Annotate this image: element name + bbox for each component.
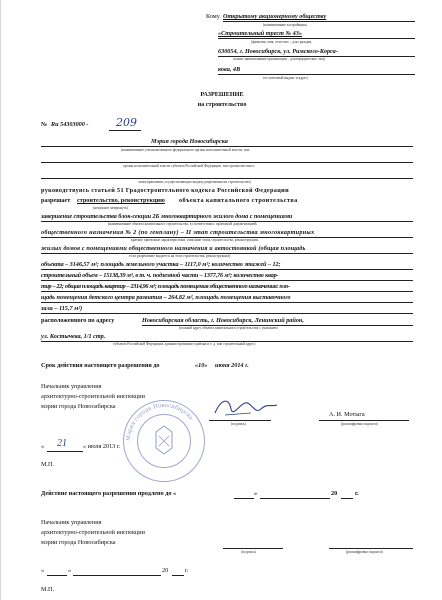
addressee-to-label: Кому bbox=[206, 13, 220, 20]
document-title: РАЗРЕШЕНИЕ bbox=[200, 91, 244, 98]
addressee-to-value: Открытому акционерному обществу bbox=[223, 13, 327, 20]
signer2-date-year: 20 bbox=[162, 567, 169, 574]
validity-month-year: июня 2014 г. bbox=[215, 362, 249, 369]
object-line-4: объекта – 3146,57 м²; площадь земельного участка – 1117,0 м²; количество этажей – 12; bbox=[41, 261, 281, 268]
seal-emblem-icon bbox=[123, 400, 205, 482]
object-line-2: общественного назначения № 2 (по генплану) – II этап строительства многоквартирных bbox=[41, 229, 315, 236]
validity-text: Срок действия настоящего разрешения до bbox=[41, 362, 160, 369]
addressee-name-value: «Строительный трест № 43» bbox=[218, 30, 302, 37]
object-line-6: тир – 22; общая площадь квартир – 2314,96 м²; площадь помещения общественного назначения: пло- bbox=[41, 283, 290, 290]
location-value-2: ул. Костычева, 1/1 стр. bbox=[41, 333, 106, 340]
signer1-role-1: Начальник управления bbox=[41, 383, 102, 390]
object-line-7: щадь помещения детского центра развития – 264,82 м², площадь помещения выставочного bbox=[41, 294, 291, 301]
signer1-role-3: мэрии города Новосибирска bbox=[41, 403, 116, 410]
signer2-role-1: Начальник управления bbox=[41, 519, 102, 526]
addressee-address-line1: 630054, г. Новосибирск, ул. Римского-Корса- bbox=[218, 48, 338, 55]
issuer-value: Мэрия города Новосибирска bbox=[151, 138, 228, 145]
extension-text: Действие настоящего разрешения продлено до « bbox=[41, 490, 177, 497]
issuer-hint-1: (наименование уполномоченного федерального органа исполнительной власти, или bbox=[121, 148, 250, 152]
addressee-address-hint1: полное наименование организации – для юридических лиц) bbox=[233, 57, 325, 61]
signer2-mp: М.П. bbox=[41, 586, 55, 593]
body-guided: руководствуясь статьей 51 Градостроительного кодекса Российской Федерации bbox=[41, 187, 289, 194]
signer2-name-hint: (расшифровка подписи) bbox=[346, 550, 383, 554]
object-line-1: завершение строительства блок-секции 2Б многоквартирного жилого дома с помещениями bbox=[41, 213, 293, 220]
object-line-3: жилых домов с помещениями общественного назначения и автостоянкой (общая площадь bbox=[41, 245, 306, 252]
signer2-role-2: архитектурно-строительной инспекции bbox=[41, 529, 145, 536]
signer2-sign-hint: (подпись) bbox=[241, 550, 256, 554]
location-hint: (полный адрес объекта капитального строительства с указанием bbox=[179, 326, 278, 330]
signer1-date-suffix: » июля 2013 г. bbox=[83, 443, 121, 450]
signer2-date-text: « bbox=[41, 567, 45, 574]
body-permits-value: строительство, реконструкцию bbox=[77, 197, 165, 204]
signer1-name: А. И. Мотыга bbox=[329, 411, 365, 418]
document-subtitle: на строительство bbox=[197, 101, 247, 108]
permit-number-handwritten: 209 bbox=[116, 116, 137, 129]
addressee-name-hint: (фамилия, имя, отчество – для граждан, bbox=[251, 40, 312, 44]
object-hint-2: краткие проектные характеристики, описание этапа строительства, реконструкции, bbox=[131, 238, 259, 242]
addressee-to-hint: (наименование застройщика, bbox=[263, 23, 308, 27]
addressee-address-hint2: его почтовый индекс и адрес) bbox=[263, 76, 309, 80]
signer2-role-3: мэрии города Новосибирска bbox=[41, 539, 116, 546]
location-hint-2: субъекта Российской Федерации, административного района и т. д. или строительный адрес) bbox=[113, 342, 256, 346]
signer1-role-2: архитектурно-строительной инспекции bbox=[41, 393, 145, 400]
signer2-date-suffix: г. bbox=[185, 567, 189, 574]
extension-year-suffix: г. bbox=[355, 490, 359, 497]
signer2-date-mid: » bbox=[68, 567, 72, 574]
location-value: Новосибирская область, г. Новосибирск, Ленинский район, bbox=[142, 317, 304, 324]
extension-year: 20 bbox=[331, 490, 338, 497]
signer1-date-prefix: « bbox=[41, 443, 45, 450]
object-line-5: строительный объем – 15138,39 м³, в т. ч. подземной части – 1377,76 м³; количество квар- bbox=[41, 272, 279, 279]
permit-number-value: Ru 54303000 - bbox=[51, 121, 89, 128]
location-label: расположенного по адресу bbox=[41, 317, 115, 324]
body-permits-hint: (ненужное зачеркнуть) bbox=[93, 206, 129, 210]
body-permits-rest: объекта капитального строительства bbox=[179, 197, 298, 204]
validity-day: «10» bbox=[195, 362, 208, 369]
addressee-address-line2: кова, 4В bbox=[218, 66, 241, 73]
seal-text: Мэрия города Новосибирска bbox=[125, 402, 194, 442]
signer1-date-day: 21 bbox=[57, 438, 67, 449]
signer1-sign-hint: (подпись) bbox=[231, 422, 246, 426]
issuer-hint-3: самоуправления, осуществляющих выдачу разрешения на строительство) bbox=[138, 180, 252, 184]
object-line-8: зала – 115,7 м²) bbox=[41, 305, 83, 312]
permit-number-label: № bbox=[41, 121, 48, 128]
object-hint-3: если разрешение выдается на этап строительства, реконструкции) bbox=[129, 254, 231, 258]
signer1-mp: М.П. bbox=[41, 461, 55, 468]
body-permits-label: разрешает bbox=[41, 197, 71, 204]
extension-mid: » bbox=[254, 490, 258, 497]
object-hint-1: (наименование объекта капитального строительства, в соответствии с проектной документацией, bbox=[108, 222, 258, 226]
signature-1-icon bbox=[211, 395, 281, 421]
issuer-hint-2: органа исполнительной власти субъекта Российской Федерации, или органа местного bbox=[123, 164, 255, 168]
signer1-name-hint: (расшифровка подписи) bbox=[341, 422, 378, 426]
